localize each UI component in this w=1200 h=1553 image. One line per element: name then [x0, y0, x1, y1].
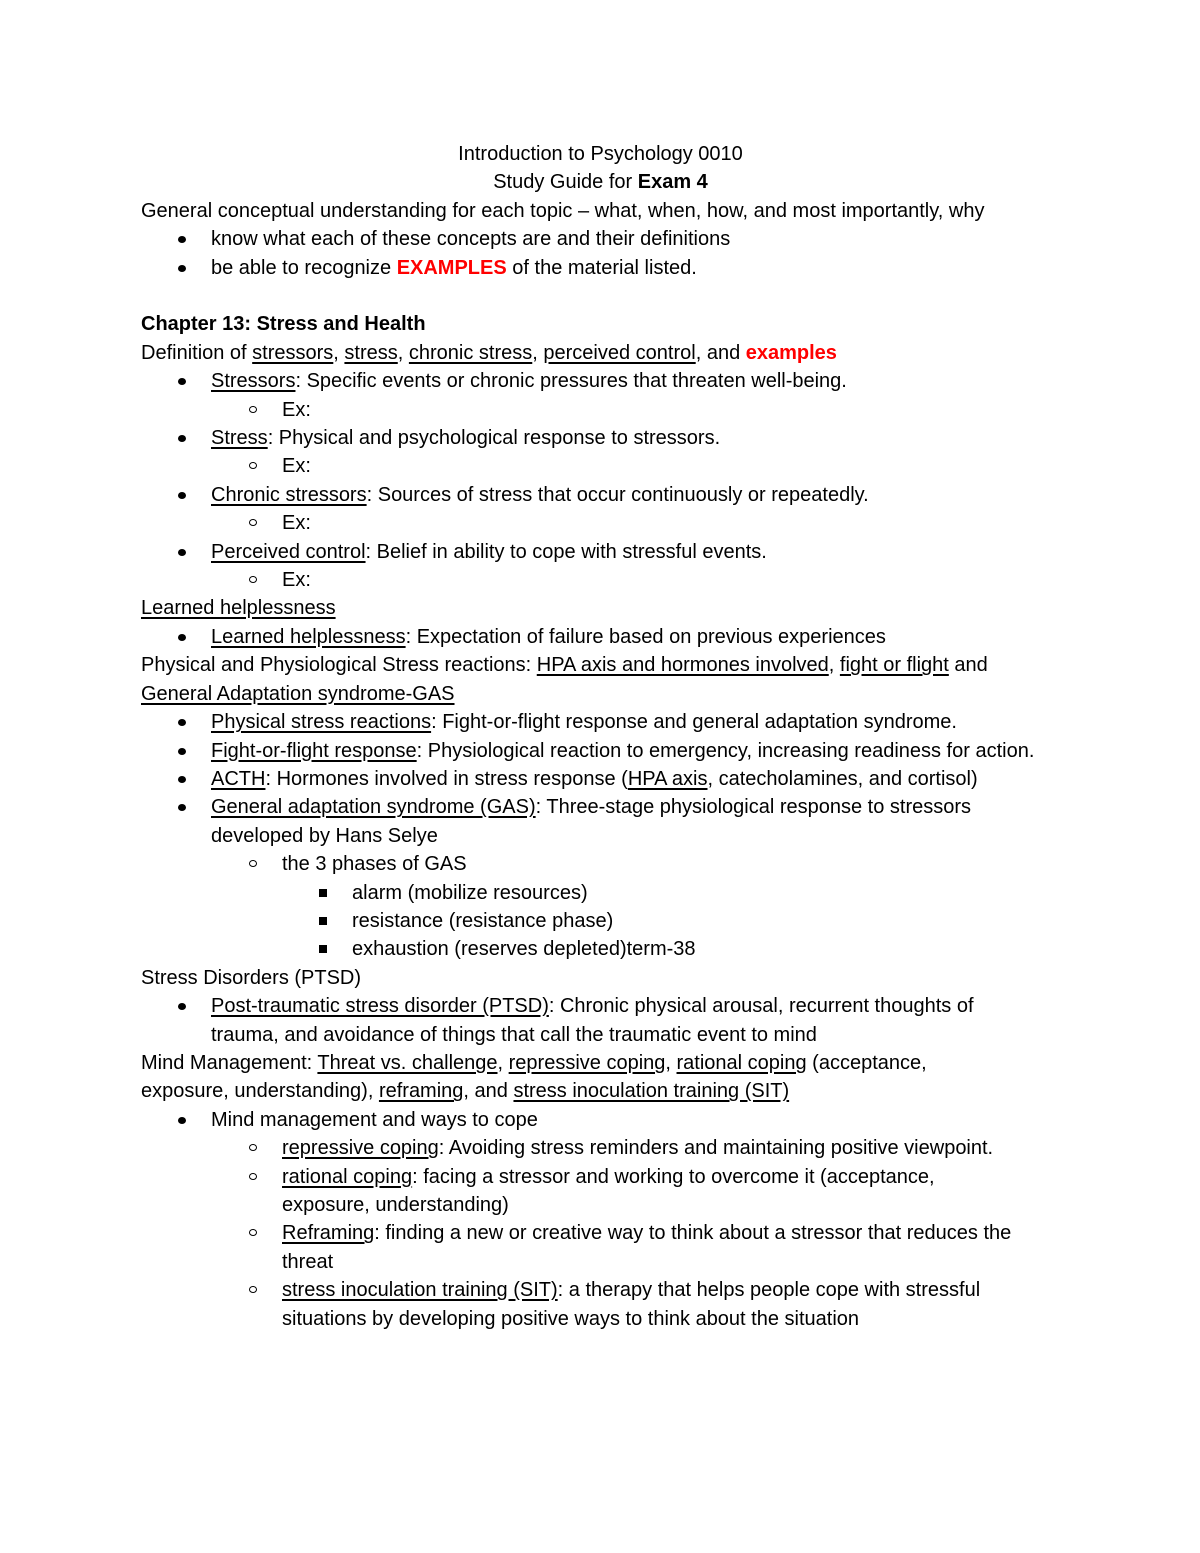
- mind-repressive-coping: repressive coping: [508, 1051, 666, 1074]
- item-physical-stress-reactions: [141, 708, 1060, 736]
- item-stressors: [141, 367, 1060, 395]
- item-ptsd: [141, 992, 1060, 1049]
- reactions-fight-flight: fight or flight: [839, 654, 949, 677]
- gas-phases-label: the 3 phases of GAS: [141, 850, 1060, 878]
- term-rational-coping: rational coping: [282, 1165, 413, 1188]
- stress-reactions-heading: [141, 651, 1060, 708]
- mind-threat-challenge: Threat vs. challenge: [317, 1051, 498, 1074]
- term-reframing: Reframing: [282, 1222, 375, 1245]
- text-ptsd: : Chronic physical arousal, recurrent thoughts of trauma, and avoidance of things that call the traumatic event to mind: [211, 995, 974, 1046]
- reactions-sep: ,: [828, 654, 840, 677]
- stress-disorders-list: [141, 992, 1060, 1049]
- course-title: Introduction to Psychology 0010: [458, 143, 743, 165]
- reactions-hpa: HPA axis and hormones involved: [536, 654, 829, 677]
- mind-pre: Mind Management:: [141, 1051, 318, 1074]
- text-stress: : Physical and psychological response to stressors.: [267, 427, 721, 450]
- text-repressive-coping: : Avoiding stress reminders and maintaining positive viewpoint.: [438, 1137, 994, 1160]
- spacer: [141, 282, 1060, 310]
- def-term-chronic-stress: chronic stress: [408, 341, 533, 364]
- term-stress: Stress: [211, 427, 268, 450]
- definitions-list: [141, 367, 1060, 594]
- gas-phase-alarm: alarm (mobilize resources): [141, 879, 1060, 907]
- text-reframing: : finding a new or creative way to think about a stressor that reduces the threat: [282, 1222, 1012, 1273]
- text-stressors: : Specific events or chronic pressures that threaten well-being.: [295, 370, 847, 393]
- text-learned-helplessness: : Expectation of failure based on previous experiences: [405, 625, 886, 648]
- examples-emphasis: EXAMPLES: [396, 256, 507, 279]
- def-sep: ,: [333, 341, 345, 364]
- text-chronic-stressors: : Sources of stress that occur continuously or repeatedly.: [366, 483, 869, 506]
- intro-bullet-definitions: know what each of these concepts are and their definitions: [141, 225, 1060, 253]
- term-ptsd: Post-traumatic stress disorder (PTSD): [211, 995, 549, 1018]
- learned-helplessness-list: [141, 623, 1060, 651]
- def-term-stressors: stressors: [252, 341, 334, 364]
- reactions-pre: Physical and Physiological Stress reactions:: [141, 654, 537, 677]
- term-acth: ACTH: [211, 767, 266, 790]
- term-gas: General adaptation syndrome (GAS): [211, 796, 536, 819]
- mind-sep: , and: [463, 1080, 514, 1103]
- item-acth: [141, 765, 1060, 793]
- term-perceived-control: Perceived control: [211, 540, 366, 563]
- item-stress: [141, 424, 1060, 452]
- term-physical-stress-reactions: Physical stress reactions: [211, 711, 432, 734]
- item-rational-coping: [141, 1163, 1060, 1220]
- example-stressors: Ex:: [141, 396, 1060, 424]
- learned-helplessness-heading: Learned helplessness: [141, 597, 336, 620]
- item-perceived-control: [141, 538, 1060, 566]
- def-term-stress: stress: [344, 341, 398, 364]
- item-learned-helplessness: [141, 623, 1060, 651]
- text-perceived-control: : Belief in ability to cope with stressful events.: [365, 540, 767, 563]
- def-sep: ,: [532, 341, 544, 364]
- def-pre: Definition of: [141, 341, 253, 364]
- item-gas: [141, 793, 1060, 850]
- intro-line: General conceptual understanding for each topic – what, when, how, and most importantly, why: [141, 199, 985, 222]
- mind-reframing: reframing: [378, 1080, 464, 1103]
- mind-sep: (acceptance, exposure, understanding),: [141, 1051, 927, 1103]
- guide-prefix: Study Guide for: [493, 171, 638, 194]
- item-repressive-coping: [141, 1134, 1060, 1162]
- def-sep: , and: [695, 341, 746, 364]
- term-learned-helplessness: Learned helplessness: [211, 625, 406, 648]
- example-stress: Ex:: [141, 452, 1060, 480]
- intro-bullet-examples: [141, 254, 1060, 282]
- text-acth-post: , catecholamines, and cortisol): [707, 767, 978, 790]
- text-sit: : a therapy that helps people cope with stressful situations by developing positive ways to think about the situation: [282, 1279, 981, 1330]
- text-physical-stress-reactions: : Fight-or-flight response and general adaptation syndrome.: [431, 711, 957, 734]
- reactions-sep: and: [948, 654, 988, 677]
- stress-disorders-heading: Stress Disorders (PTSD): [141, 966, 362, 989]
- definition-heading: [141, 339, 1060, 367]
- term-repressive-coping: repressive coping: [282, 1137, 439, 1160]
- gas-phase-exhaustion: exhaustion (reserves depleted)term-38: [141, 935, 1060, 963]
- text-acth-pre: : Hormones involved in stress response (: [265, 767, 628, 790]
- guide-exam: Exam 4: [637, 171, 708, 194]
- intro-list: [141, 225, 1060, 282]
- term-fight-or-flight: Fight-or-flight response: [211, 739, 417, 762]
- def-term-perceived-control: perceived control: [543, 341, 696, 364]
- term-hpa-axis: HPA axis: [627, 767, 708, 790]
- intro-bullet-examples-post: of the material listed.: [506, 256, 697, 279]
- item-fight-or-flight: [141, 737, 1060, 765]
- item-chronic-stressors: [141, 481, 1060, 509]
- text-fight-or-flight: : Physiological reaction to emergency, increasing readiness for action.: [416, 739, 1035, 762]
- guide-title: [141, 168, 1060, 196]
- example-chronic-stressors: Ex:: [141, 509, 1060, 537]
- item-reframing: [141, 1219, 1060, 1276]
- intro-bullet-examples-pre: be able to recognize: [211, 256, 397, 279]
- mind-management-list: [141, 1106, 1060, 1333]
- item-mind-management: Mind management and ways to cope: [141, 1106, 1060, 1134]
- example-perceived-control: Ex:: [141, 566, 1060, 594]
- reactions-gas: General Adaptation syndrome-GAS: [141, 682, 455, 705]
- mind-sit: stress inoculation training (SIT): [513, 1080, 790, 1103]
- mind-sep: ,: [497, 1051, 509, 1074]
- def-sep: ,: [397, 341, 409, 364]
- def-examples-emphasis: examples: [745, 341, 837, 364]
- item-sit: [141, 1276, 1060, 1333]
- stress-reactions-list: [141, 708, 1060, 964]
- mind-sep: ,: [665, 1051, 677, 1074]
- chapter-title: Chapter 13: Stress and Health: [141, 313, 426, 336]
- term-chronic-stressors: Chronic stressors: [211, 483, 367, 506]
- term-stressors: Stressors: [211, 370, 296, 393]
- mind-management-heading: [141, 1049, 1060, 1106]
- text-gas: : Three-stage physiological response to stressors developed by Hans Selye: [211, 796, 972, 847]
- gas-phase-resistance: resistance (resistance phase): [141, 907, 1060, 935]
- term-sit: stress inoculation training (SIT): [282, 1279, 558, 1302]
- text-rational-coping: : facing a stressor and working to overcome it (acceptance, exposure, understanding): [282, 1165, 935, 1217]
- mind-rational-coping: rational coping: [676, 1051, 807, 1074]
